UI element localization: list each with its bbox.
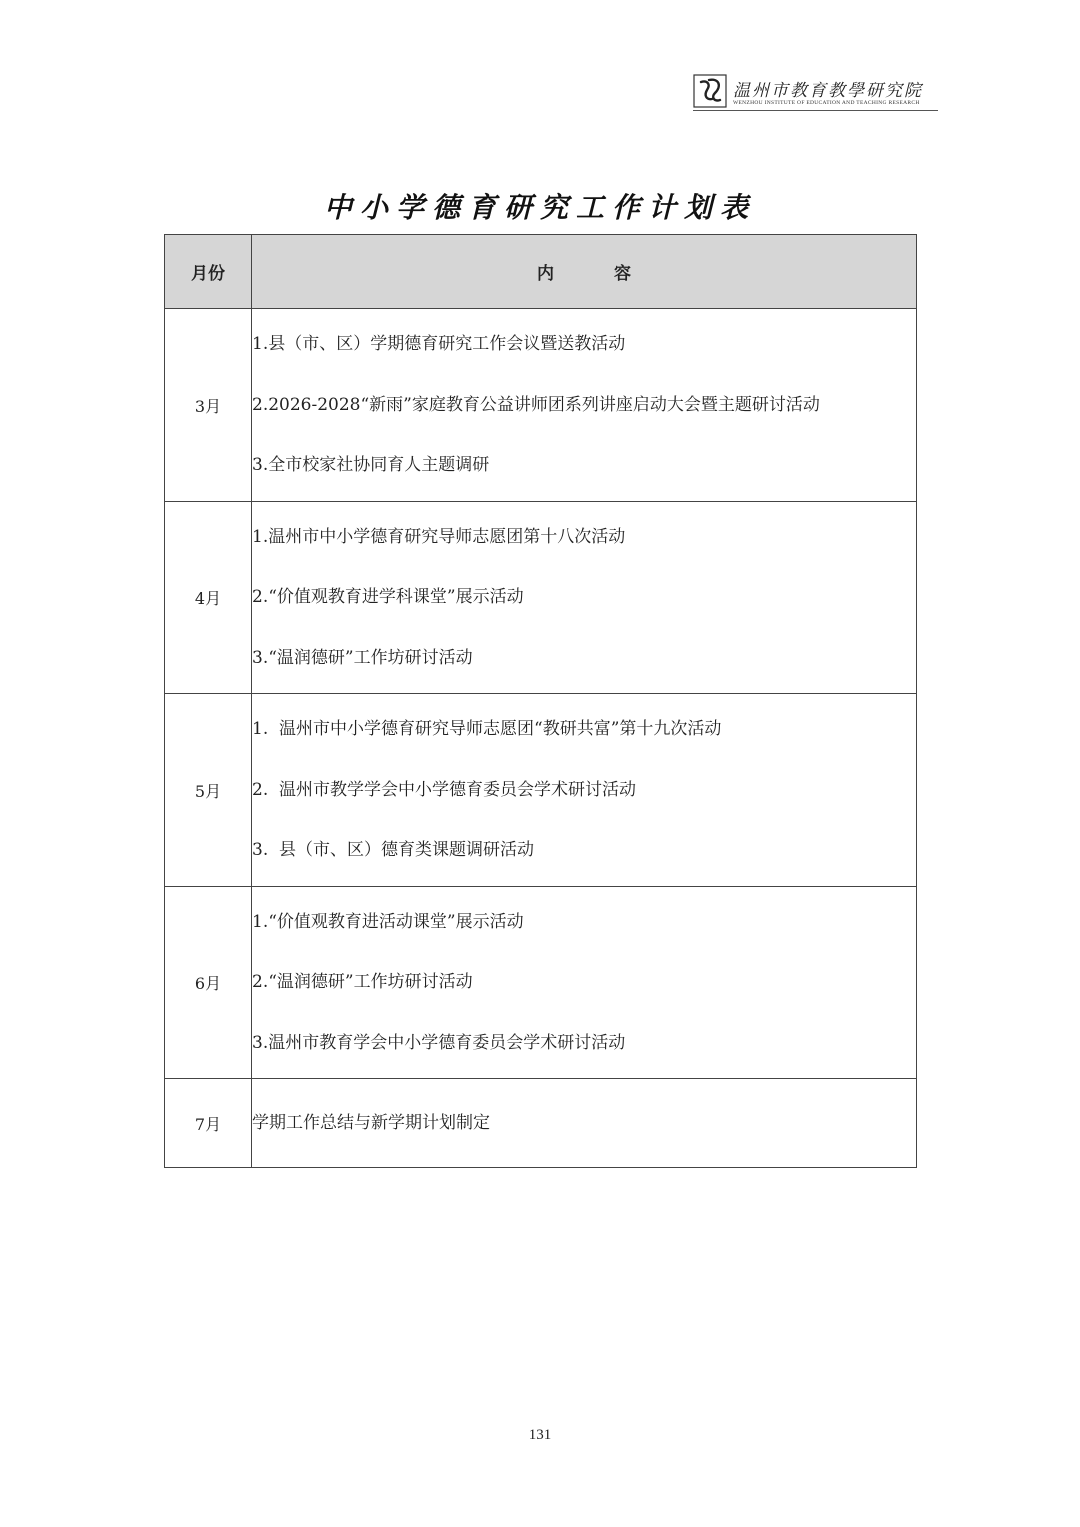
activity-item: 学期工作总结与新学期计划制定: [252, 1112, 490, 1133]
content-cell: [252, 1079, 917, 1168]
activity-item: 1.温州市中小学德育研究导师志愿团第十八次活动: [252, 526, 626, 547]
activity-item: 1.“价值观教育进活动课堂”展示活动: [252, 911, 524, 932]
activity-item: 2. 温州市教学学会中小学德育委员会学术研讨活动: [252, 779, 637, 800]
activity-item: 2.“温润德研”工作坊研讨活动: [252, 972, 473, 993]
activity-item: 3.温州市教育学会中小学德育委员会学术研讨活动: [252, 1032, 626, 1053]
content-cell: [252, 309, 917, 502]
column-header-content: [252, 235, 917, 309]
activity-item: 3.“温润德研”工作坊研讨活动: [252, 647, 473, 668]
activity-item: 2.2026-2028“新雨”家庭教育公益讲师团系列讲座启动大会暨主题研讨活动: [252, 394, 820, 415]
institute-logo-icon: [693, 74, 727, 108]
page-header: [693, 74, 953, 114]
month-cell: 7月: [165, 1079, 252, 1168]
table-row: [165, 309, 917, 502]
page-title: 中小学德育研究工作计划表: [323, 191, 756, 224]
activity-item: 3. 县（市、区）德育类课题调研活动: [252, 840, 535, 861]
content-cell: [252, 887, 917, 1079]
table-header-row: [165, 235, 917, 309]
content-cell: [252, 502, 917, 694]
work-plan-table: [164, 234, 917, 1168]
month-cell: 3月: [165, 309, 252, 502]
table-row: [165, 887, 917, 1079]
table-row: [165, 694, 917, 887]
activity-item: 1.县（市、区）学期德育研究工作会议暨送教活动: [252, 334, 626, 355]
activity-item: 1. 温州市中小学德育研究导师志愿团“教研共富”第十九次活动: [252, 719, 722, 740]
institute-name-english: WENZHOU INSTITUTE OF EDUCATION AND TEACHING RESEARCH: [733, 100, 920, 106]
table-row: [165, 502, 917, 694]
month-cell: 6月: [165, 887, 252, 1079]
month-cell: 4月: [165, 502, 252, 694]
activity-item: 3.全市校家社协同育人主题调研: [252, 455, 490, 476]
institute-name: 温州市教育教學研究院: [733, 81, 923, 101]
column-header-month: 月份: [165, 235, 252, 309]
activity-item: 2.“价值观教育进学科课堂”展示活动: [252, 587, 524, 608]
header-divider: [693, 110, 938, 111]
month-cell: 5月: [165, 694, 252, 887]
table-row: [165, 1079, 917, 1168]
content-cell: [252, 694, 917, 887]
page-number: 131: [528, 1427, 552, 1443]
column-header-content-label: 内容: [537, 264, 691, 284]
